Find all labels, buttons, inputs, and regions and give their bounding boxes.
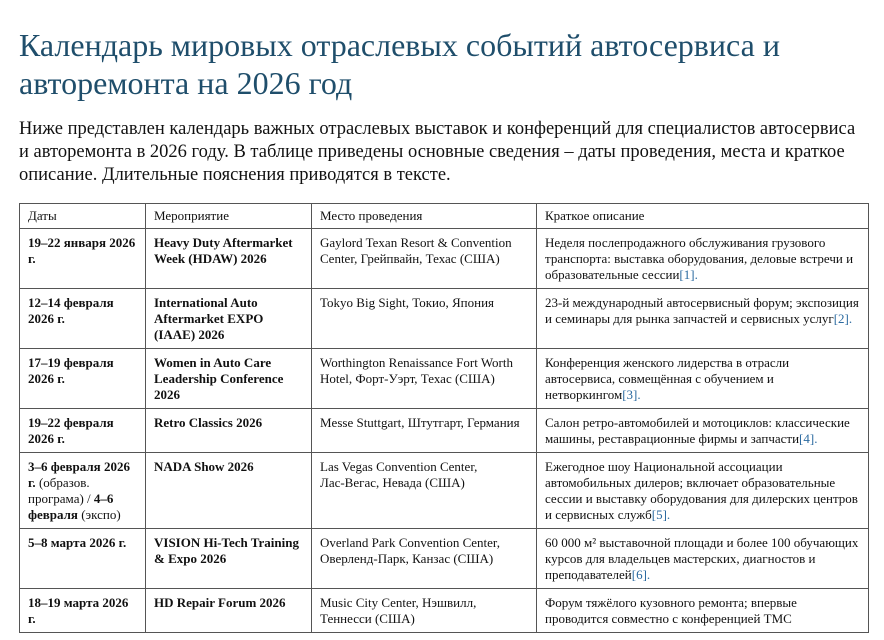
description-text: Салон ретро‑автомобилей и мотоциклов: классические машины, реставрационные фирмы и запчасти bbox=[545, 415, 850, 446]
cell-date: 5–8 марта 2026 г. bbox=[20, 529, 146, 589]
table-row bbox=[20, 589, 869, 633]
table-row bbox=[20, 453, 869, 529]
cell-event: Heavy Duty Aftermarket Week (HDAW) 2026 bbox=[146, 229, 312, 289]
cell-description bbox=[537, 409, 869, 453]
cell-date: 17–19 февраля 2026 г. bbox=[20, 349, 146, 409]
cell-place: Worthington Renaissance Fort Worth Hotel, Форт‑Уэрт, Техас (США) bbox=[312, 349, 537, 409]
cell-event: NADA Show 2026 bbox=[146, 453, 312, 529]
description-text: 23‑й международный автосервисный форум; экспозиция и семинары для рынка запчастей и сервисных услуг bbox=[545, 295, 859, 326]
description-text: Ежегодное шоу Национальной ассоциации автомобильных дилеров; включает образовательные сессии и выставку оборудования для дилерских центров и сервисных служб bbox=[545, 459, 858, 522]
citation-link[interactable]: [6]. bbox=[631, 567, 651, 582]
table-row bbox=[20, 229, 869, 289]
intro-paragraph: Ниже представлен календарь важных отраслевых выставок и конференций для специалистов автосервиса и авторемонта в 2026 году. В таблице приведены основные сведения – даты проведения, места и краткое описание. Длительные пояснения приводятся в тексте. bbox=[19, 119, 856, 185]
cell-date: 19–22 февраля 2026 г. bbox=[20, 409, 146, 453]
citation-link[interactable]: [3]. bbox=[622, 387, 641, 402]
table-header-row bbox=[20, 204, 869, 229]
cell-event: Retro Classics 2026 bbox=[146, 409, 312, 453]
cell-description bbox=[537, 349, 869, 409]
header-description: Краткое описание bbox=[537, 204, 869, 229]
cell-event: International Auto Aftermarket EXPO (IAAE) 2026 bbox=[146, 289, 312, 349]
cell-event: HD Repair Forum 2026 bbox=[146, 589, 312, 633]
cell-place: Las Vegas Convention Center, Лас‑Вегас, Невада (США) bbox=[312, 453, 537, 529]
date-expo-note: (экспо) bbox=[77, 507, 121, 522]
cell-description bbox=[537, 289, 869, 349]
cell-description bbox=[537, 589, 869, 633]
table-row bbox=[20, 529, 869, 589]
citation-link[interactable]: [5]. bbox=[651, 507, 671, 522]
cell-date: 12–14 февраля 2026 г. bbox=[20, 289, 146, 349]
cell-description bbox=[537, 229, 869, 289]
description-text: Неделя послепродажного обслуживания грузового транспорта: выставка оборудования, деловые встречи и образовательные сессии bbox=[545, 235, 854, 282]
cell-description bbox=[537, 529, 869, 589]
page-title: Календарь мировых отраслевых событий автосервиса и авторемонта на 2026 год bbox=[19, 27, 780, 101]
cell-place: Gaylord Texan Resort & Convention Center, Грейпвайн, Техас (США) bbox=[312, 229, 537, 289]
date-education-note: (образов. програма) / bbox=[28, 475, 94, 506]
cell-date: 18–19 марта 2026 г. bbox=[20, 589, 146, 633]
cell-event: Women in Auto Care Leadership Conference 2026 bbox=[146, 349, 312, 409]
cell-place: Messe Stuttgart, Штутгарт, Германия bbox=[312, 409, 537, 453]
table-row bbox=[20, 409, 869, 453]
cell-date: 19–22 января 2026 г. bbox=[20, 229, 146, 289]
date-education: 3–6 февраля 2026 г. bbox=[28, 459, 130, 490]
cell-event: VISION Hi‑Tech Training & Expo 2026 bbox=[146, 529, 312, 589]
table-row bbox=[20, 289, 869, 349]
cell-place: Music City Center, Нэшвилл, Теннесси (США) bbox=[312, 589, 537, 633]
description-text: Конференция женского лидерства в отрасли автосервиса, совмещённая с обучением и нетворкингом bbox=[545, 355, 790, 402]
cell-place: Overland Park Convention Center, Оверленд‑Парк, Канзас (США) bbox=[312, 529, 537, 589]
citation-link[interactable]: [2]. bbox=[833, 311, 853, 326]
header-dates: Даты bbox=[20, 204, 146, 229]
citation-link[interactable]: [1]. bbox=[679, 267, 698, 282]
header-place: Место проведения bbox=[312, 204, 537, 229]
cell-description bbox=[537, 453, 869, 529]
cell-place: Tokyo Big Sight, Токио, Япония bbox=[312, 289, 537, 349]
cell-date bbox=[20, 453, 146, 529]
events-table bbox=[19, 203, 869, 633]
description-text: 60 000 м² выставочной площади и более 100 обучающих курсов для владельцев мастерских, диагностов и преподавателей bbox=[545, 535, 859, 582]
table-row bbox=[20, 349, 869, 409]
citation-link[interactable]: [4]. bbox=[799, 431, 818, 446]
date-expo: 4–6 февраля bbox=[28, 491, 114, 522]
description-text: Форум тяжёлого кузовного ремонта; впервые проводится совместно с конференцией TMC bbox=[545, 595, 797, 626]
header-event: Мероприятие bbox=[146, 204, 312, 229]
